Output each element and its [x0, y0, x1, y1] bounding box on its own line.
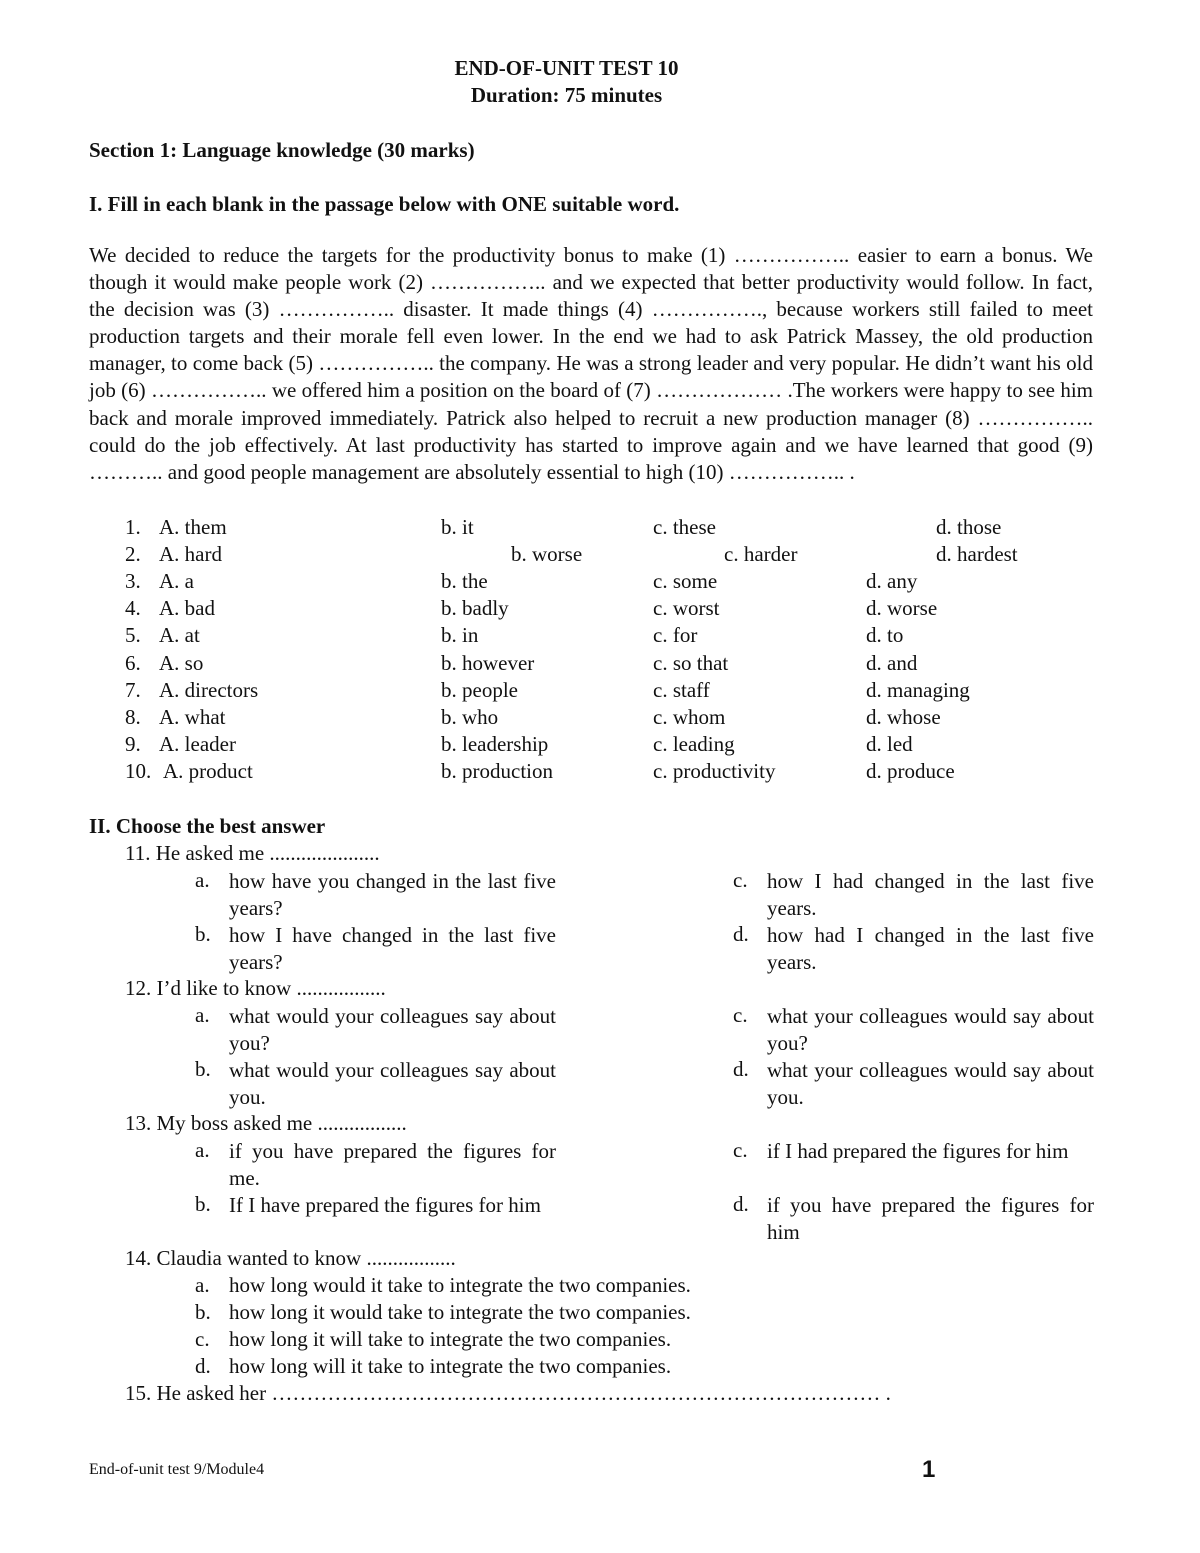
q14-letter-d: d.: [195, 1354, 211, 1378]
option-a[interactable]: A. leader: [159, 731, 236, 756]
option-d[interactable]: d. those: [936, 515, 1002, 539]
answer-option-d[interactable]: how had I changed in the last five years.: [767, 923, 1094, 974]
option-b[interactable]: b. production: [441, 758, 553, 783]
question-stem: 13. My boss asked me .................: [125, 1111, 407, 1135]
option-row-number: 3.: [125, 569, 141, 594]
option-row-number: 9.: [125, 731, 141, 756]
option-d[interactable]: d. produce: [866, 758, 955, 783]
option-d[interactable]: d. worse: [866, 596, 938, 621]
answer-option-b[interactable]: what would your colleagues say about you.: [229, 1058, 556, 1109]
option-b[interactable]: b. badly: [441, 596, 509, 621]
cloze-passage: [89, 242, 1093, 486]
option-a[interactable]: A. a: [159, 569, 194, 594]
option-d[interactable]: d. any: [866, 569, 918, 594]
answer-option-c[interactable]: if I had prepared the figures for him: [767, 1139, 1069, 1163]
option-letter-c: c.: [733, 1003, 748, 1027]
option-c[interactable]: c. productivity: [653, 758, 776, 783]
option-c[interactable]: c. for: [653, 623, 698, 648]
part2-heading: II. Choose the best answer: [89, 814, 326, 838]
option-row-number: 1.: [125, 515, 141, 539]
option-b[interactable]: b. in: [441, 623, 479, 648]
option-d[interactable]: d. to: [866, 623, 904, 648]
answer-option-d[interactable]: what your colleagues would say about you.: [767, 1058, 1094, 1109]
question-stem: 12. I’d like to know .................: [125, 976, 386, 1000]
option-d[interactable]: d. managing: [866, 677, 970, 702]
answer-option-a[interactable]: how have you changed in the last five years?: [229, 869, 556, 920]
answer-option-b[interactable]: If I have prepared the figures for him: [229, 1193, 541, 1217]
q14-letter-c: c.: [195, 1327, 210, 1351]
answer-option-b[interactable]: how I have changed in the last five years?: [229, 923, 556, 974]
option-c[interactable]: c. leading: [653, 731, 735, 756]
q14-letter-b: b.: [195, 1300, 211, 1324]
question-stem: 11. He asked me .....................: [125, 841, 380, 865]
option-a[interactable]: A. bad: [159, 596, 215, 621]
option-c[interactable]: c. harder: [724, 542, 798, 567]
option-letter-b: b.: [195, 922, 211, 946]
option-d[interactable]: d. led: [866, 731, 913, 756]
option-b[interactable]: b. it: [441, 515, 474, 539]
footer-label: End-of-unit test 9/Module4: [89, 1461, 265, 1478]
option-letter-a: a.: [195, 868, 210, 892]
option-a[interactable]: A. product: [163, 758, 253, 783]
test-duration: Duration: 75 minutes: [470, 83, 663, 107]
answer-option-a[interactable]: if you have prepared the figures for me.: [229, 1139, 556, 1190]
option-letter-b: b.: [195, 1192, 211, 1216]
section-heading: Section 1: Language knowledge (30 marks): [89, 138, 475, 162]
option-row-number: 4.: [125, 596, 141, 621]
option-d[interactable]: d. whose: [866, 704, 941, 729]
answer-option-c[interactable]: how I had changed in the last five years.: [767, 869, 1094, 920]
answer-option-a[interactable]: what would your colleagues say about you?: [229, 1004, 556, 1055]
answer-option-c[interactable]: what your colleagues would say about you?: [767, 1004, 1094, 1055]
option-letter-a: a.: [195, 1138, 210, 1162]
option-b[interactable]: b. worse: [511, 542, 583, 567]
option-letter-d: d.: [733, 922, 749, 946]
q14-option-a[interactable]: how long would it take to integrate the two companies.: [229, 1273, 691, 1297]
option-b[interactable]: b. however: [441, 650, 535, 675]
option-b[interactable]: b. people: [441, 677, 518, 702]
option-c[interactable]: c. whom: [653, 704, 726, 729]
question-14-stem: 14. Claudia wanted to know .................: [125, 1246, 456, 1270]
q14-option-d[interactable]: how long will it take to integrate the two companies.: [229, 1354, 672, 1378]
option-a[interactable]: A. at: [159, 623, 200, 648]
option-a[interactable]: A. directors: [159, 677, 259, 702]
answer-option-d[interactable]: if you have prepared the figures for him: [767, 1193, 1094, 1244]
option-letter-a: a.: [195, 1003, 210, 1027]
test-title: END-OF-UNIT TEST 10: [454, 56, 679, 80]
option-letter-c: c.: [733, 1138, 748, 1162]
option-d[interactable]: d. and: [866, 650, 918, 675]
option-a[interactable]: A. them: [159, 515, 227, 539]
option-row-number: 5.: [125, 623, 141, 648]
option-b[interactable]: b. who: [441, 704, 499, 729]
question-15: 15. He asked her …………………………………………………………………………… .: [125, 1381, 891, 1405]
q14-option-b[interactable]: how long it would take to integrate the two companies.: [229, 1300, 691, 1324]
option-a[interactable]: A. so: [159, 650, 204, 675]
option-a[interactable]: A. what: [159, 704, 226, 729]
option-b[interactable]: b. leadership: [441, 731, 549, 756]
passage-text: We decided to reduce the targets for the productivity bonus to make (1) …………….. easier to earn a bonus. We though it would make people work (2) …………….. and we expected that better productivity would follow. In fact, the decision was (3) …………….. disaster. It made things (4) ……………., because workers still failed to meet production targets and their morale fell even lower. In the end we had to ask Patrick Massey, the old production manager, to come back (5) …………….. the company. He was a strong leader and very popular. He didn’t want his old job (6) …………….. we offered him a position on the board of (7) ……………… .The workers were happy to see him back and morale improved immediately. Patrick also helped to recruit a new production manager (8) …………….. could do the job effectively. At last productivity has started to improve again and we have learned that good (9) ……….. and good people management are absolutely essential to high (10) …………….. .: [89, 243, 1093, 484]
option-row-number: 10.: [125, 758, 152, 783]
option-c[interactable]: c. these: [653, 515, 716, 539]
option-c[interactable]: c. some: [653, 569, 718, 594]
option-letter-b: b.: [195, 1057, 211, 1081]
option-row-number: 2.: [125, 542, 141, 567]
option-c[interactable]: c. worst: [653, 596, 720, 621]
option-letter-c: c.: [733, 868, 748, 892]
page-number: 1: [922, 1456, 936, 1483]
option-row-number: 8.: [125, 704, 141, 729]
option-letter-d: d.: [733, 1057, 749, 1081]
option-d[interactable]: d. hardest: [936, 542, 1018, 567]
option-row-number: 7.: [125, 677, 141, 702]
option-letter-d: d.: [733, 1192, 749, 1216]
q14-letter-a: a.: [195, 1273, 210, 1297]
part1-heading: I. Fill in each blank in the passage below with ONE suitable word.: [89, 192, 680, 216]
q14-option-c[interactable]: how long it will take to integrate the two companies.: [229, 1327, 672, 1351]
option-c[interactable]: c. so that: [653, 650, 729, 675]
option-c[interactable]: c. staff: [653, 677, 710, 702]
option-b[interactable]: b. the: [441, 569, 488, 594]
option-row-number: 6.: [125, 650, 141, 675]
option-a[interactable]: A. hard: [159, 542, 222, 567]
